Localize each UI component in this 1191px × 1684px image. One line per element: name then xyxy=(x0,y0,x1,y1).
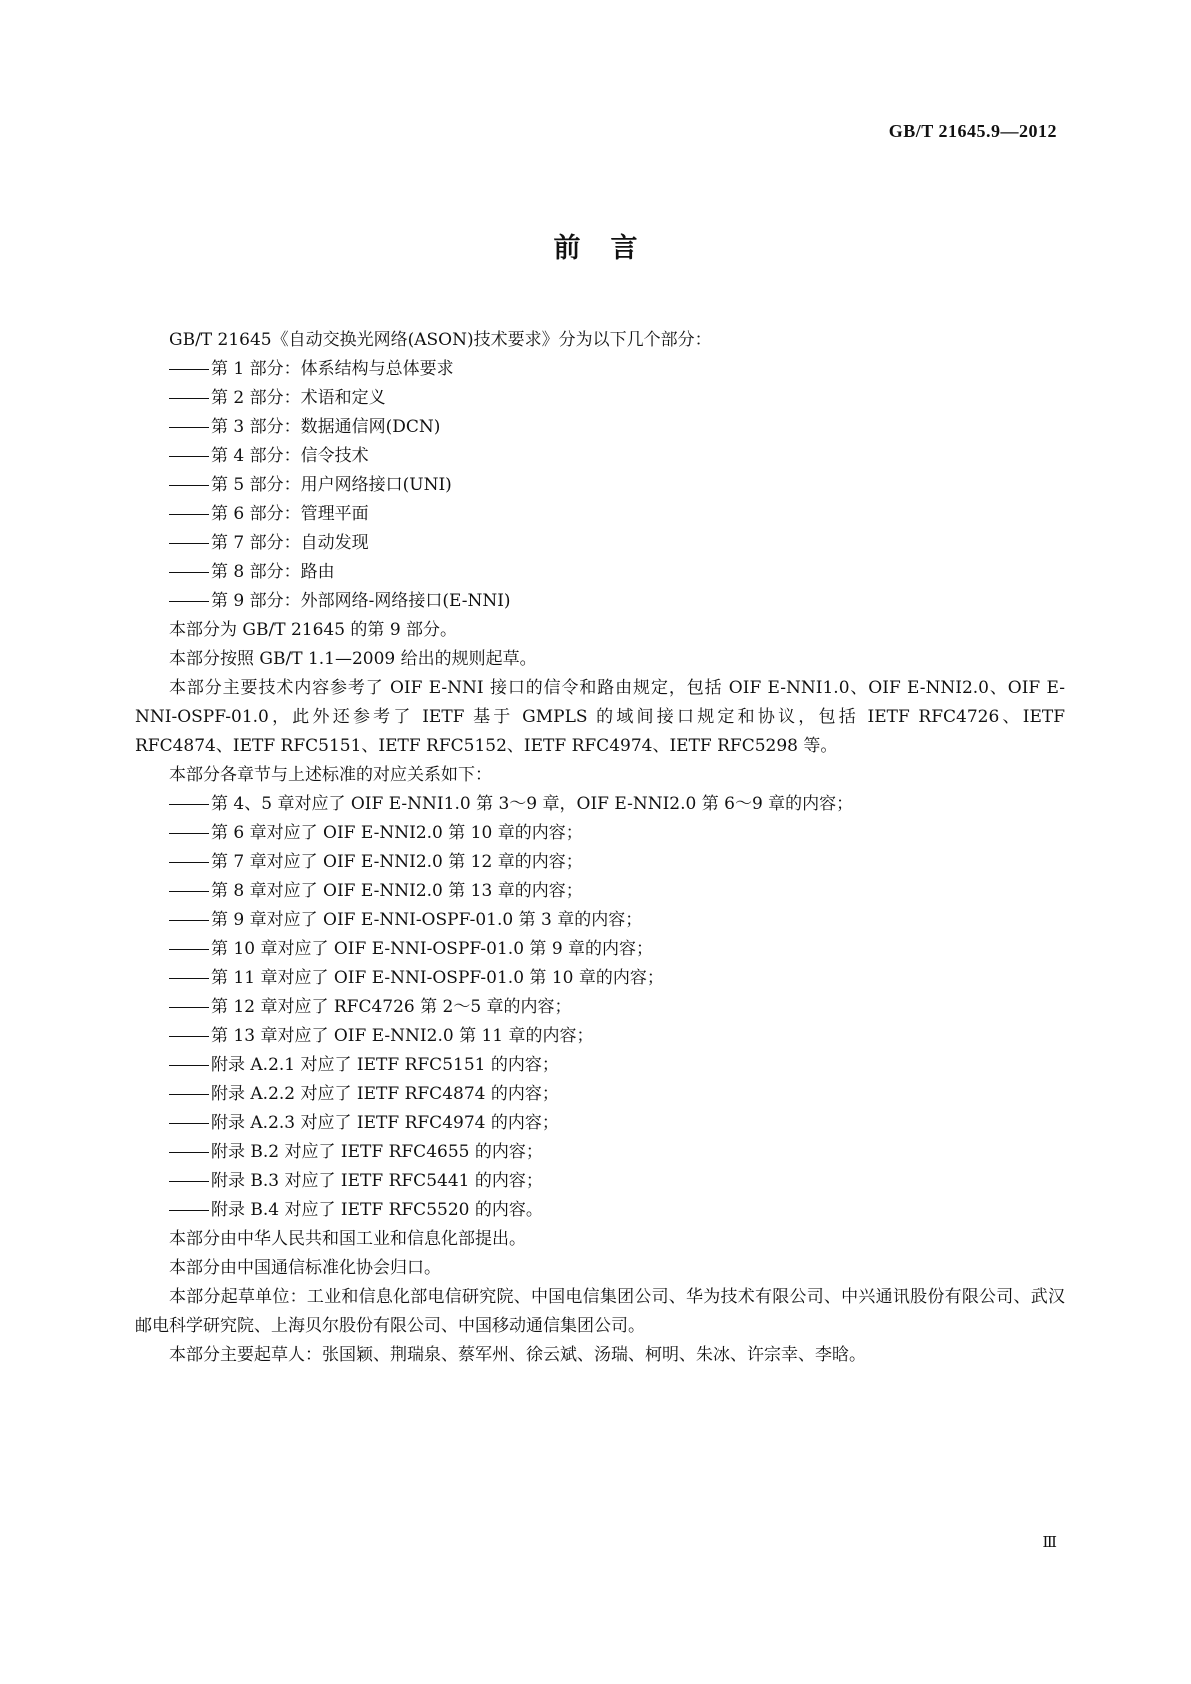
list-item: 第 12 章对应了 RFC4726 第 2～5 章的内容； xyxy=(135,993,1065,1022)
dash-mark xyxy=(169,369,209,370)
drafting-units: 本部分起草单位：工业和信息化部电信研究院、中国电信集团公司、华为技术有限公司、中兴通讯股份有限公司、武汉邮电科学研究院、上海贝尔股份有限公司、中国移动通信集团公司。 xyxy=(135,1287,1065,1336)
dash-mark xyxy=(169,398,209,399)
list-item: 附录 A.2.3 对应了 IETF RFC4974 的内容； xyxy=(135,1109,1065,1138)
list-item: 第 8 部分：路由 xyxy=(135,558,1065,587)
dash-mark xyxy=(169,862,209,863)
mapping-list xyxy=(135,790,1065,1225)
list-item: 第 13 章对应了 OIF E-NNI2.0 第 11 章的内容； xyxy=(135,1022,1065,1051)
statement-rules: 本部分按照 GB/T 1.1—2009 给出的规则起草。 xyxy=(169,649,537,669)
dash-mark xyxy=(169,1094,209,1095)
dash-mark xyxy=(169,804,209,805)
list-item: 第 3 部分：数据通信网(DCN) xyxy=(135,413,1065,442)
list-item: 第 6 章对应了 OIF E-NNI2.0 第 10 章的内容； xyxy=(135,819,1065,848)
proposed-by: 本部分由中华人民共和国工业和信息化部提出。 xyxy=(169,1229,526,1249)
dash-mark xyxy=(169,514,209,515)
dash-mark xyxy=(169,1036,209,1037)
dash-mark xyxy=(169,1007,209,1008)
dash-mark xyxy=(169,572,209,573)
list-item: 第 9 章对应了 OIF E-NNI-OSPF-01.0 第 3 章的内容； xyxy=(135,906,1065,935)
dash-mark xyxy=(169,485,209,486)
statement-references: 本部分主要技术内容参考了 OIF E-NNI 接口的信令和路由规定，包括 OIF E-NNI1.0、OIF E-NNI2.0、OIF E-NNI-OSPF-01.0，此外还参考了 IETF 基于 GMPLS 的域间接口规定和协议，包括 IETF RFC4726、IETF RFC4874、IETF RFC5151、IETF RFC5152、IETF RFC4974、IETF RFC5298 等。 xyxy=(135,678,1065,756)
list-item: 第 6 部分：管理平面 xyxy=(135,500,1065,529)
dash-mark xyxy=(169,1181,209,1182)
list-item: 第 9 部分：外部网络-网络接口(E-NNI) xyxy=(135,587,1065,616)
page-number: Ⅲ xyxy=(1042,1535,1057,1551)
dash-mark xyxy=(169,1210,209,1211)
list-item: 附录 B.4 对应了 IETF RFC5520 的内容。 xyxy=(135,1196,1065,1225)
list-item: 附录 B.3 对应了 IETF RFC5441 的内容； xyxy=(135,1167,1065,1196)
list-item: 第 1 部分：体系结构与总体要求 xyxy=(135,355,1065,384)
list-item: 第 5 部分：用户网络接口(UNI) xyxy=(135,471,1065,500)
list-item: 第 4 部分：信令技术 xyxy=(135,442,1065,471)
statement-part: 本部分为 GB/T 21645 的第 9 部分。 xyxy=(169,620,458,640)
list-item: 第 4、5 章对应了 OIF E-NNI1.0 第 3～9 章，OIF E-NNI2.0 第 6～9 章的内容； xyxy=(135,790,1065,819)
foreword-body xyxy=(135,326,1065,1370)
list-item: 第 7 章对应了 OIF E-NNI2.0 第 12 章的内容； xyxy=(135,848,1065,877)
dash-mark xyxy=(169,833,209,834)
parts-list xyxy=(135,355,1065,616)
list-item: 第 2 部分：术语和定义 xyxy=(135,384,1065,413)
intro-paragraph: GB/T 21645《自动交换光网络(ASON)技术要求》分为以下几个部分： xyxy=(169,330,712,350)
list-item: 第 10 章对应了 OIF E-NNI-OSPF-01.0 第 9 章的内容； xyxy=(135,935,1065,964)
dash-mark xyxy=(169,949,209,950)
dash-mark xyxy=(169,1152,209,1153)
dash-mark xyxy=(169,920,209,921)
dash-mark xyxy=(169,427,209,428)
page-title: 前言 xyxy=(553,233,668,264)
dash-mark xyxy=(169,1123,209,1124)
dash-mark xyxy=(169,601,209,602)
list-item: 第 7 部分：自动发现 xyxy=(135,529,1065,558)
centralized-by: 本部分由中国通信标准化协会归口。 xyxy=(169,1258,441,1278)
list-item: 第 11 章对应了 OIF E-NNI-OSPF-01.0 第 10 章的内容； xyxy=(135,964,1065,993)
dash-mark xyxy=(169,891,209,892)
list-item: 第 8 章对应了 OIF E-NNI2.0 第 13 章的内容； xyxy=(135,877,1065,906)
dash-mark xyxy=(169,543,209,544)
list-item: 附录 B.2 对应了 IETF RFC4655 的内容； xyxy=(135,1138,1065,1167)
list-item: 附录 A.2.1 对应了 IETF RFC5151 的内容； xyxy=(135,1051,1065,1080)
dash-mark xyxy=(169,1065,209,1066)
standard-code: GB/T 21645.9—2012 xyxy=(888,121,1057,141)
list-item: 附录 A.2.2 对应了 IETF RFC4874 的内容； xyxy=(135,1080,1065,1109)
dash-mark xyxy=(169,456,209,457)
mapping-intro: 本部分各章节与上述标准的对应关系如下： xyxy=(169,765,492,785)
dash-mark xyxy=(169,978,209,979)
drafters: 本部分主要起草人：张国颖、荆瑞泉、蔡军州、徐云斌、汤瑞、柯明、朱冰、许宗幸、李晗。 xyxy=(169,1345,866,1365)
